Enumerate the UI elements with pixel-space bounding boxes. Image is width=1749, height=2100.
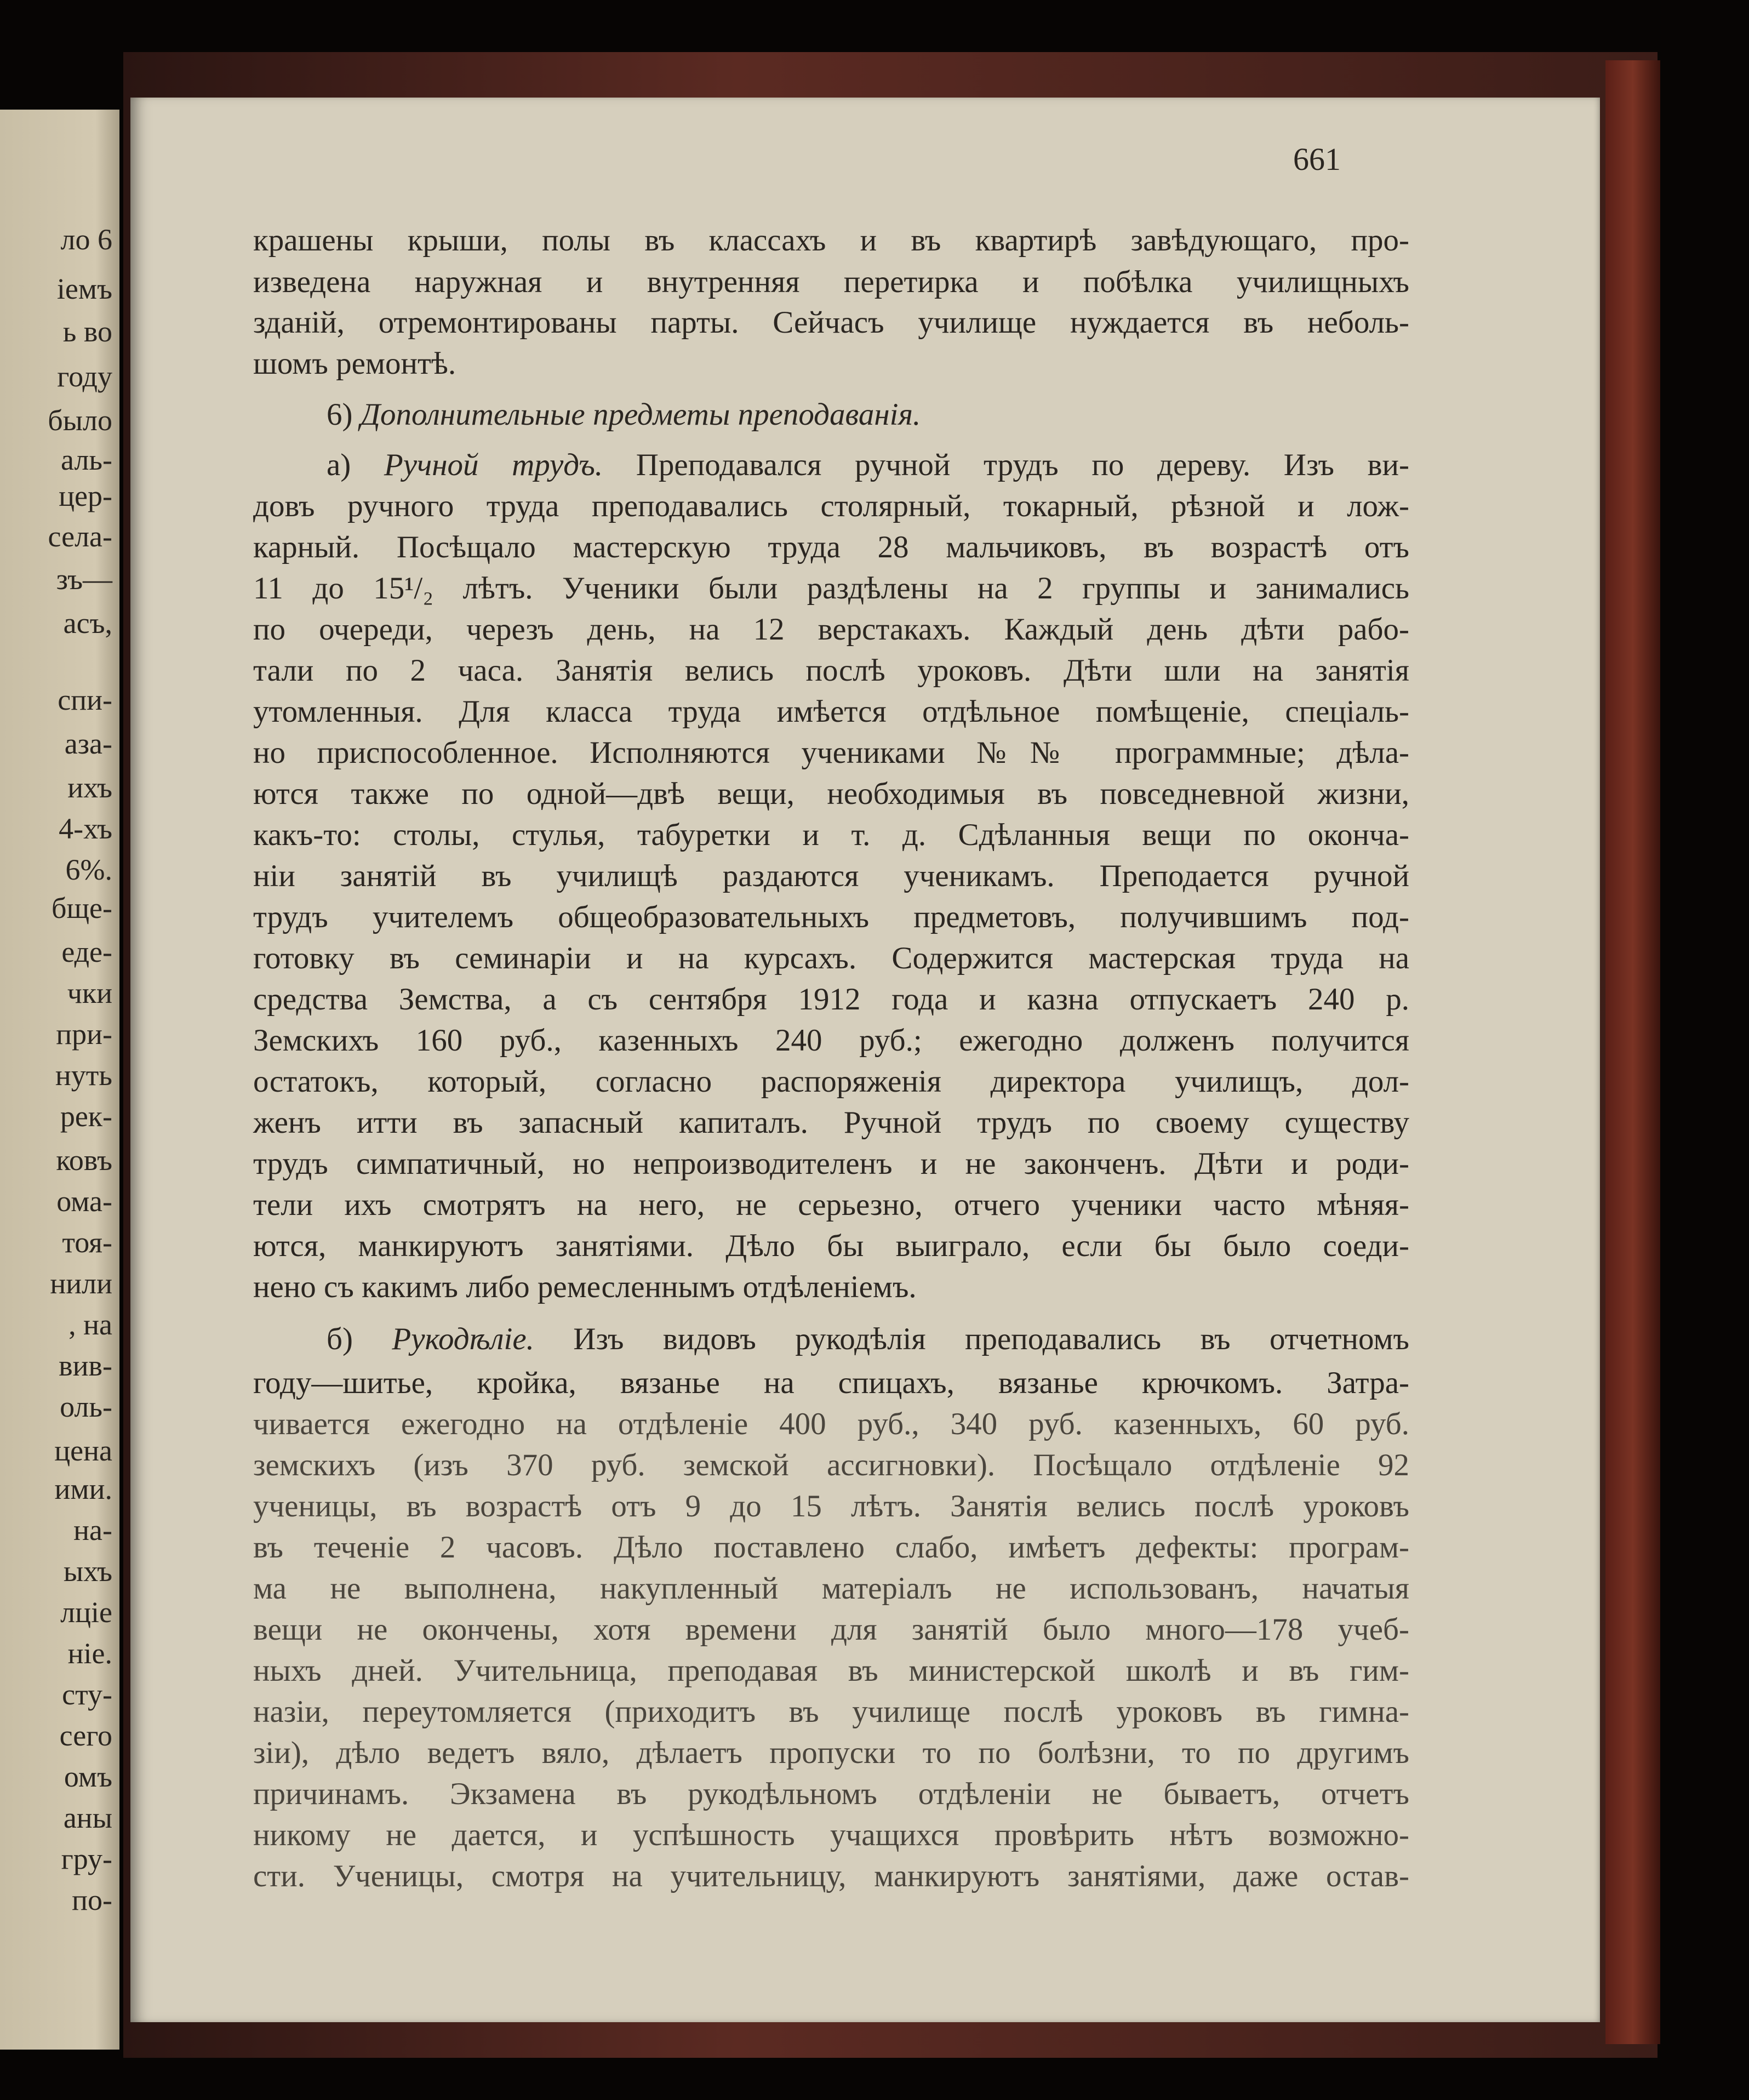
left-page-fragment: аны <box>63 1801 112 1834</box>
main-page <box>130 98 1600 2022</box>
text-line <box>253 984 1409 1015</box>
text-line <box>253 655 1409 686</box>
line-text: вещи не окончены, хотя времени для занятій было много—178 учеб- <box>253 1612 1409 1647</box>
text-line <box>253 737 1409 768</box>
text-line <box>253 1025 1409 1056</box>
line-text: какъ-то: столы, стулья, табуретки и т. д. Сдѣланныя вещи по оконча- <box>253 818 1409 852</box>
line-text: довъ ручного труда преподавались столярный, токарный, рѣзной и лож- <box>253 489 1409 523</box>
left-page-fragment: села- <box>48 520 112 553</box>
text-line <box>253 778 1409 809</box>
text-line <box>253 1491 1409 1522</box>
italic-heading: Ручной трудъ. <box>384 448 603 482</box>
left-page-fragment: ыхъ <box>63 1555 112 1588</box>
text-line <box>253 819 1409 851</box>
line-text: ются, манкируютъ занятіями. Дѣло бы выиграло, если бы было соеди- <box>253 1229 1409 1263</box>
line-text: зіи), дѣло ведетъ вяло, дѣлаетъ пропуски то по болѣзни, то по другимъ <box>253 1736 1409 1770</box>
left-page-fragment: нили <box>50 1267 112 1300</box>
text-line <box>253 901 1409 933</box>
text-line <box>253 1408 1409 1440</box>
line-text: зданій, отремонтированы парты. Сейчасъ училище нуждается въ неболь- <box>253 305 1409 340</box>
text-line <box>253 1737 1409 1768</box>
line-text: тели ихъ смотрятъ на него, не серьезно, отчего ученики часто мѣняя- <box>253 1188 1409 1222</box>
text-line <box>253 1367 1409 1399</box>
line-text: ныхъ дней. Учительница, преподавая въ министерской школѣ и въ гим- <box>253 1653 1409 1688</box>
text-line <box>253 307 1409 338</box>
left-page-fragment: ома- <box>56 1185 112 1218</box>
text-line <box>327 399 1409 430</box>
left-page-fragment: на- <box>73 1514 112 1547</box>
left-page-fragment: аза- <box>64 727 112 760</box>
left-page-fragment: 4-хъ <box>59 812 112 845</box>
text-line <box>253 1655 1409 1686</box>
left-page-fragment: цена <box>54 1434 112 1467</box>
text-line <box>253 1861 1409 1892</box>
line-text: крашены крыши, полы въ классахъ и въ квартирѣ завѣдующаго, про- <box>253 223 1409 258</box>
line-text: Земскихъ 160 руб., казенныхъ 240 руб.; ежегодно долженъ получится <box>253 1023 1409 1058</box>
line-text: женъ итти въ запасный капиталъ. Ручной трудъ по своему существу <box>253 1105 1409 1140</box>
left-page-fragment: по- <box>72 1884 112 1916</box>
italic-heading: Рукодѣліе. <box>392 1322 534 1356</box>
paragraph-marker: б) <box>327 1322 392 1356</box>
text-line <box>253 348 1409 379</box>
text-line <box>327 449 1409 481</box>
line-text: трудъ учителемъ общеобразовательныхъ предметовъ, получившимъ под- <box>253 900 1409 934</box>
text-line <box>253 1230 1409 1262</box>
left-page-fragment: при- <box>56 1018 112 1051</box>
line-text: но приспособленное. Исполняются учениками №№ программные; дѣла- <box>253 735 1409 770</box>
text-line <box>253 1066 1409 1097</box>
line-text: готовку въ семинаріи и на курсахъ. Содержится мастерская труда на <box>253 941 1409 975</box>
text-line <box>253 1450 1409 1481</box>
left-page-fragment: сту- <box>62 1678 112 1711</box>
line-text: Преподавался ручной трудъ по дереву. Изъ ви- <box>603 448 1409 482</box>
left-page-fragment: ло 6 <box>60 223 112 256</box>
text-line <box>253 1614 1409 1645</box>
left-page-fragment: вив- <box>59 1349 112 1382</box>
text-line <box>253 1532 1409 1563</box>
line-text: 11 до 15¹/₂ лѣтъ. Ученики были раздѣлены на 2 группы и занимались <box>253 571 1409 606</box>
line-text: назіи, переутомляется (приходитъ въ училище послѣ уроковъ въ гимна- <box>253 1694 1409 1729</box>
left-page-fragment: цер- <box>59 480 112 512</box>
left-page-fragment: сего <box>59 1719 112 1752</box>
line-text: въ теченіе 2 часовъ. Дѣло поставлено слабо, имѣетъ дефекты: програм- <box>253 1530 1409 1565</box>
left-page-fragment: тоя- <box>62 1226 112 1259</box>
text-line <box>253 1107 1409 1138</box>
left-page-fragment: нуть <box>55 1059 112 1092</box>
line-text: ма не выполнена, накупленный матеріалъ не использованъ, начатыя <box>253 1571 1409 1606</box>
line-text: ніи занятій въ училищѣ раздаются ученикамъ. Преподается ручной <box>253 859 1409 893</box>
line-text: сти. Ученицы, смотря на учительницу, манкируютъ занятіями, даже остав- <box>253 1859 1409 1893</box>
left-page-fragment: омъ <box>64 1760 112 1793</box>
text-line <box>253 573 1409 604</box>
line-text: изведена наружная и внутренняя перетирка и побѣлка училищныхъ <box>253 265 1409 299</box>
line-text: средства Земства, а съ сентября 1912 года и казна отпускаетъ 240 р. <box>253 982 1409 1017</box>
text-line <box>253 696 1409 727</box>
left-page-fragment: асъ, <box>63 607 112 640</box>
left-page-fragment: гру- <box>61 1842 112 1875</box>
left-page-fragment: спи- <box>58 683 112 716</box>
line-text: ются также по одной—двѣ вещи, необходимыя въ повседневной жизни, <box>253 777 1409 811</box>
text-line <box>253 1148 1409 1179</box>
line-text: никому не дается, и успѣшность учащихся провѣрить нѣтъ возможно- <box>253 1818 1409 1852</box>
left-page-fragment: ковъ <box>56 1144 112 1177</box>
text-line <box>253 614 1409 645</box>
line-text: причинамъ. Экзамена въ рукодѣльномъ отдѣленіи не бываетъ, отчетъ <box>253 1777 1409 1811</box>
left-page-fragment: было <box>48 404 112 437</box>
left-page-fragment: ихъ <box>67 771 112 804</box>
left-page-fragment: , на <box>68 1308 112 1341</box>
line-text: остатокъ, который, согласно распоряженія директора училищъ, дол- <box>253 1064 1409 1099</box>
text-line <box>253 1778 1409 1810</box>
left-page-fragment: ніе. <box>67 1637 112 1670</box>
line-text: по очереди, черезъ день, на 12 верстакахъ. Каждый день дѣти рабо- <box>253 612 1409 647</box>
line-text: утомленныя. Для класса труда имѣется отдѣльное помѣщеніе, спеціаль- <box>253 694 1409 729</box>
line-text: земскихъ (изъ 370 руб. земской ассигновки). Посѣщало отдѣленіе 92 <box>253 1448 1409 1482</box>
book-spine-edge <box>1605 60 1660 2044</box>
text-line <box>253 490 1409 522</box>
line-text: году—шитье, кройка, вязанье на спицахъ, вязанье крючкомъ. Затра- <box>253 1366 1409 1400</box>
left-page-fragment: зъ— <box>56 563 112 596</box>
left-page-fragment: рек- <box>60 1100 112 1133</box>
text-line <box>253 1819 1409 1851</box>
line-text: ученицы, въ возрастѣ отъ 9 до 15 лѣтъ. Занятія велись послѣ уроковъ <box>253 1489 1409 1523</box>
text-line <box>253 943 1409 974</box>
left-page-fragment: оль- <box>60 1390 112 1423</box>
line-text: шомъ ремонтѣ. <box>253 346 456 381</box>
line-text: чивается ежегодно на отдѣленіе 400 руб., 340 руб. казенныхъ, 60 руб. <box>253 1407 1409 1441</box>
line-text: тали по 2 часа. Занятія велись послѣ уроковъ. Дѣти шли на занятія <box>253 653 1409 688</box>
left-page-fragment: 6%. <box>65 853 112 886</box>
line-text: карный. Посѣщало мастерскую труда 28 мальчиковъ, въ возрастѣ отъ <box>253 530 1409 564</box>
paragraph-marker: 6) <box>327 397 361 432</box>
text-line <box>327 1323 1409 1355</box>
paragraph-marker: а) <box>327 448 384 482</box>
left-page-fragment: іемъ <box>56 272 112 305</box>
text-line <box>253 266 1409 298</box>
line-text: нено съ какимъ либо ремесленнымъ отдѣленіемъ. <box>253 1270 917 1304</box>
left-page <box>0 110 119 2050</box>
left-page-fragment: чки <box>67 977 112 1009</box>
left-page-fragment: лціе <box>60 1596 112 1629</box>
left-page-fragment: бще- <box>51 892 112 925</box>
left-page-fragment: году <box>57 360 112 393</box>
text-line <box>253 860 1409 892</box>
line-text: трудъ симпатичный, но непроизводителенъ и не законченъ. Дѣти и роди- <box>253 1146 1409 1181</box>
left-page-fragment: ими. <box>54 1473 112 1505</box>
text-line <box>253 1573 1409 1604</box>
left-page-fragment: ь во <box>62 315 112 348</box>
line-text: Изъ видовъ рукодѣлія преподавались въ отчетномъ <box>534 1322 1410 1356</box>
text-line <box>253 1271 1409 1303</box>
text-line <box>253 225 1409 256</box>
text-line <box>253 1696 1409 1727</box>
left-page-fragment: еде- <box>61 935 112 968</box>
left-page-fragment: аль- <box>61 443 112 476</box>
text-line <box>253 532 1409 563</box>
italic-heading: Дополнительные предметы преподаванія. <box>360 397 921 432</box>
text-line <box>253 1189 1409 1220</box>
page-number: 661 <box>1293 141 1341 177</box>
